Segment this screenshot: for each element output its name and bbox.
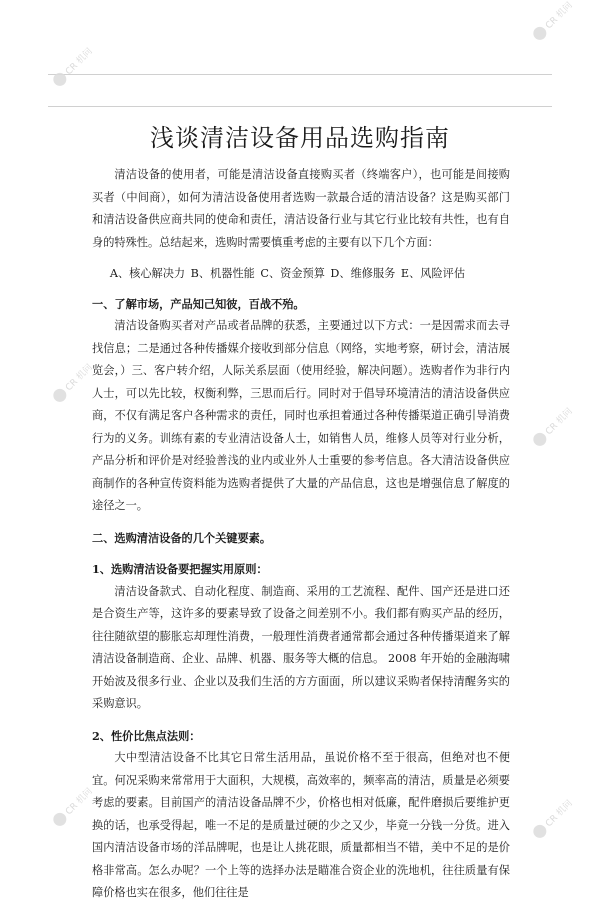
- watermark-text: CR 机问: [544, 406, 575, 438]
- watermark: [531, 404, 575, 448]
- watermark-text: CR 机问: [544, 0, 575, 32]
- subsection-2-paragraph: 大中型清洁设备不比其它日常生活用品，虽说价格不至于很高，但绝对也不便宜。何况采购来常常用于大面积，大规模，高效率的，频率高的清洁，质量是必须要考虑的要素。目前国产的清洁设备品牌不少，价格也相对低廉，配件磨损后要维护更换的话，也承受得起，唯一不足的是质量过硬的少之又少，毕竟一分钱一分货。进入国内清洁设备市场的洋品牌呢，也是让人挑花眼，质量都相当不错，美中不足的是价格非常高。怎么办呢？一个上等的选择办法是瞄准合资企业的洗地机，往往质量有保障价格也实在很多，他们往往是: [92, 751, 510, 899]
- watermark: [51, 360, 95, 404]
- spacer: [92, 549, 510, 558]
- header-rule-secondary: [48, 106, 552, 107]
- subsection-1-paragraph: 清洁设备款式、自动化程度、制造商、采用的工艺流程、配件、国产还是进口还是合资生产等，这许多的要素导致了设备之间差别不小。我们都有购买产品的经历，往往随欲望的膨胀忘却理性消费，一般理性消费者通常都会通过各种传播渠道来了解清洁设备制造商、企业、品牌、机器、服务等大概的信息。 2008 年开始的金融海啸开始波及很多行业、企业以及我们生活的方方面面，所以建议采购者保持清醒务实的采购意识。: [92, 584, 510, 710]
- intro-paragraph: 清洁设备的使用者，可能是清洁设备直接购买者（终端客户），也可能是间接购买者（中间商），如何为清洁设备使用者选购一款最合适的清洁设备？这是购买部门和清洁设备供应商共同的使命和责任，清洁设备行业与其它行业比较有共性，也有自身的特殊性。总结起来，选购时需要慎重考虑的主要有以下几个方面：: [92, 168, 510, 249]
- section-heading-2: 二、选购清洁设备的几个关键要素。: [92, 530, 272, 545]
- subsection-heading-1: 1、选购清洁设备要把握实用原则：: [92, 562, 268, 576]
- section-heading-1: 一、了解市场，产品知己知彼，百战不殆。: [92, 296, 305, 311]
- watermark-text: CR 机问: [544, 798, 575, 830]
- watermark: [531, 796, 575, 840]
- document-body: [92, 164, 510, 905]
- watermark: [531, 0, 575, 43]
- watermark: [51, 784, 95, 828]
- watermark-text: CR 机问: [64, 46, 95, 78]
- watermark: [51, 44, 95, 88]
- header-rule: [48, 74, 552, 75]
- spacer: [92, 716, 510, 725]
- subsection-heading-2: 2、性价比焦点法则：: [92, 728, 201, 743]
- spacer: [92, 518, 510, 527]
- watermark-text: CR 机问: [64, 362, 95, 394]
- section-1-paragraph: 清洁设备购买者对产品或者品牌的获悉，主要通过以下方式：一是因需求而去寻找信息；二是通过各种传播媒介接收到部分信息（网络，实地考察，研讨会，清洁展览会，）三、客户转介绍，人际关系层面（使用经验，解决问题）。选购者作为非行内人士，可以先比较，权衡利弊，三思而后行。同时对于倡导环境清洁的清洁设备供应商，不仅有满足客户各种需求的责任，同时也承担着通过各种传播渠道正确引导消费行为的义务。训练有素的专业清洁设备人士，如销售人员，维修人员等对行业分析，产品分析和评价是对经验善浅的业内或业外人士重要的参考信息。各大清洁设备供应商制作的各种宣传资料能为选购者提供了大量的产品信息，这也是增强信息了解度的途径之一。: [92, 319, 510, 512]
- document-title: 浅谈清洁设备用品选购指南: [150, 124, 450, 152]
- watermark-text: CR 机问: [64, 786, 95, 818]
- options-list: A、核心解决力 B、机器性能 C、资金预算 D、维修服务 E、风险评估: [109, 267, 466, 280]
